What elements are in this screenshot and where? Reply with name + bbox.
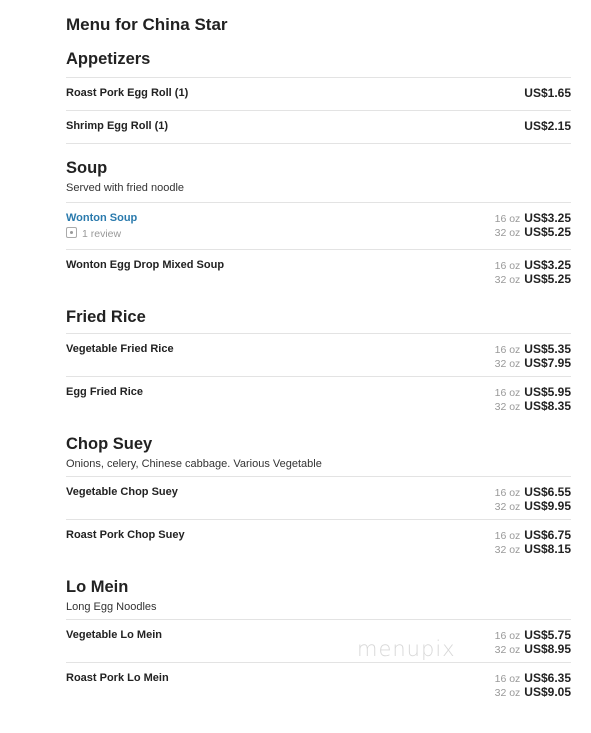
item-price: US$2.15 [524, 119, 571, 133]
item-prices [495, 342, 571, 370]
menu-item [66, 619, 571, 662]
price-value: US$3.25 [524, 211, 571, 225]
section-description: Served with fried noodle [66, 182, 185, 194]
price-value: US$9.95 [524, 499, 571, 513]
section-description: Onions, celery, Chinese cabbage. Various Vegetable [66, 458, 322, 470]
item-link-wonton-soup[interactable]: Wonton Soup [66, 212, 138, 224]
page-title: Menu for China Star [66, 15, 228, 34]
menu-item [66, 519, 571, 562]
size-label: 16 oz [494, 260, 521, 272]
price-value: US$7.95 [524, 356, 571, 370]
price-value: US$9.05 [524, 685, 571, 699]
price-value: US$5.25 [524, 272, 571, 286]
item-name: Wonton Egg Drop Mixed Soup [66, 259, 225, 271]
section-title: Lo Mein [66, 578, 129, 596]
size-label: 32 oz [494, 358, 521, 370]
item-price: US$1.65 [524, 86, 571, 100]
item-prices [495, 385, 571, 413]
watermark-logo: menupix [357, 637, 456, 661]
size-label: 32 oz [494, 401, 521, 413]
menu-item [66, 249, 571, 292]
item-name: Vegetable Lo Mein [66, 629, 162, 641]
price-value: US$6.75 [524, 528, 571, 542]
section-title: Chop Suey [66, 435, 153, 453]
price-value: US$5.25 [524, 225, 571, 239]
item-prices [495, 258, 571, 286]
price-value: US$5.35 [524, 342, 571, 356]
section-lo-mein [66, 577, 571, 705]
menu-page [66, 0, 571, 705]
size-label: 16 oz [494, 630, 521, 642]
price-value: US$8.95 [524, 642, 571, 656]
menu-item [66, 662, 571, 705]
size-label: 32 oz [494, 544, 521, 556]
price-value: US$5.95 [524, 385, 571, 399]
size-label: 32 oz [494, 501, 521, 513]
size-label: 16 oz [494, 673, 521, 685]
size-label: 16 oz [494, 387, 521, 399]
menu-item [66, 77, 571, 110]
price-value: US$8.35 [524, 399, 571, 413]
price-value: US$8.15 [524, 542, 571, 556]
price-value: US$5.75 [524, 628, 571, 642]
item-prices [495, 485, 571, 513]
section-fried-rice [66, 307, 571, 419]
size-label: 16 oz [494, 344, 521, 356]
item-name: Egg Fried Rice [66, 386, 144, 398]
size-label: 32 oz [494, 227, 521, 239]
menu-item [66, 376, 571, 419]
section-chop-suey [66, 434, 571, 562]
section-title: Soup [66, 159, 108, 177]
item-prices [495, 671, 571, 699]
item-prices [495, 211, 571, 239]
section-title: Fried Rice [66, 308, 146, 326]
item-name: Shrimp Egg Roll (1) [66, 120, 169, 132]
menu-item [66, 202, 571, 249]
size-label: 32 oz [494, 687, 521, 699]
menu-item [66, 476, 571, 519]
review-icon [66, 227, 77, 238]
item-prices [495, 528, 571, 556]
menu-item [66, 110, 571, 144]
price-value: US$6.55 [524, 485, 571, 499]
size-label: 32 oz [494, 274, 521, 286]
item-name: Vegetable Fried Rice [66, 343, 174, 355]
item-name: Roast Pork Chop Suey [66, 529, 185, 541]
size-label: 16 oz [494, 213, 521, 225]
item-name: Roast Pork Lo Mein [66, 672, 169, 684]
item-name: Roast Pork Egg Roll (1) [66, 87, 189, 99]
section-appetizers [66, 49, 571, 144]
section-soup [66, 158, 571, 292]
review-label: 1 review [82, 228, 122, 240]
size-label: 32 oz [494, 644, 521, 656]
menu-item [66, 333, 571, 376]
size-label: 16 oz [494, 530, 521, 542]
price-value: US$6.35 [524, 671, 571, 685]
section-title: Appetizers [66, 50, 151, 68]
price-value: US$3.25 [524, 258, 571, 272]
review-count[interactable] [66, 227, 121, 241]
item-name: Vegetable Chop Suey [66, 486, 178, 498]
size-label: 16 oz [494, 487, 521, 499]
item-prices [495, 628, 571, 656]
section-description: Long Egg Noodles [66, 601, 157, 613]
